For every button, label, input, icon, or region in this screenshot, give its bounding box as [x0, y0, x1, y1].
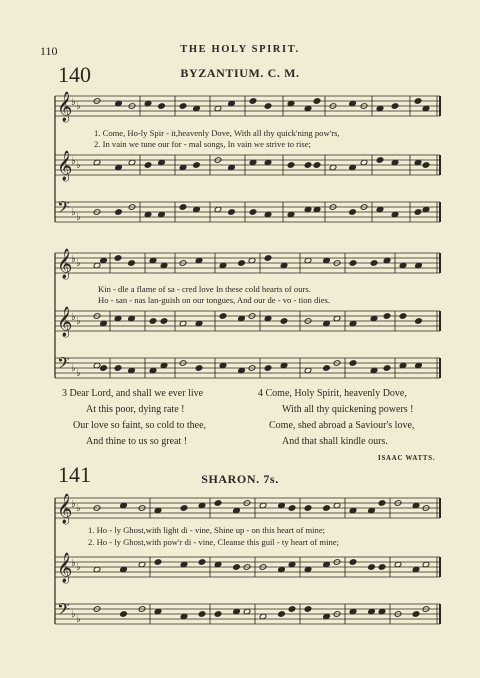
clef-symbol: ♭	[71, 97, 76, 108]
note-head	[323, 365, 331, 372]
clef-symbol: 𝄞	[57, 151, 73, 181]
hymn-140-tune: BYZANTIUM. C. M.	[180, 66, 300, 80]
note-head	[233, 564, 241, 571]
note-head	[149, 318, 157, 325]
note-head	[323, 505, 331, 512]
note-head	[198, 611, 206, 618]
verse-4-line-3: Come, shed abroad a Saviour's love,	[269, 420, 415, 431]
hymn-141-number: 141	[58, 462, 91, 487]
note-head	[304, 162, 312, 169]
note-head	[278, 611, 286, 618]
note-head	[288, 505, 296, 512]
note-head	[313, 162, 321, 169]
clef-symbol: ♭	[71, 156, 76, 167]
verse-4-line-2: With all thy quickening powers !	[282, 404, 414, 415]
note-head	[412, 611, 420, 618]
clef-symbol: ♭	[71, 207, 76, 218]
clef-symbol: ♭	[76, 316, 81, 327]
note-head	[349, 260, 357, 267]
note-head	[100, 365, 108, 372]
clef-symbol: 𝄢	[57, 197, 70, 221]
note-head	[370, 260, 378, 267]
note-head	[368, 564, 376, 571]
clef-symbol: ♭	[76, 101, 81, 112]
note-head	[249, 209, 257, 216]
note-head	[264, 255, 272, 262]
note-head	[378, 500, 386, 507]
hymn-140-lyric-line3: Kin - dle a flame of sa - cred love In these cold hearts of ours.	[98, 284, 311, 294]
page-number: 110	[40, 44, 58, 58]
clef-symbol: ♭	[71, 499, 76, 510]
clef-symbol: 𝄞	[57, 249, 73, 279]
verse-3	[62, 386, 206, 450]
note-head	[144, 162, 152, 169]
note-head	[414, 98, 422, 105]
note-head	[391, 103, 399, 110]
hymn-141-tune: SHARON. 7s.	[201, 472, 279, 486]
clef-symbol: 𝄞	[57, 92, 73, 122]
note-head	[114, 365, 122, 372]
clef-symbol: ♭	[76, 258, 81, 269]
clef-symbol: 𝄞	[57, 307, 73, 337]
note-head	[378, 564, 386, 571]
clef-symbol: ♭	[76, 503, 81, 514]
note-head	[228, 209, 236, 216]
clef-symbol: ♭	[71, 363, 76, 374]
note-head	[415, 318, 423, 325]
note-head	[195, 365, 203, 372]
clef-symbol: 𝄞	[57, 494, 73, 524]
note-head	[158, 103, 166, 110]
note-head	[193, 162, 201, 169]
clef-symbol: 𝄞	[57, 553, 73, 583]
note-head	[238, 260, 246, 267]
note-head	[349, 559, 357, 566]
clef-symbol: ♭	[76, 368, 81, 379]
note-head	[160, 318, 168, 325]
note-head	[287, 162, 295, 169]
note-head	[349, 209, 357, 216]
note-head	[154, 559, 162, 566]
note-head	[280, 318, 288, 325]
note-head	[198, 559, 206, 566]
note-head	[304, 606, 312, 613]
clef-symbol: ♭	[71, 254, 76, 265]
hymn-140-lyric-line2: 2. In vain we tune our for - mal songs, In vain we strive to rise;	[94, 139, 311, 149]
verse-3-line-3: Our love so faint, so cold to thee,	[73, 420, 207, 431]
clef-symbol: ♭	[76, 614, 81, 625]
note-head	[313, 98, 321, 105]
clef-symbol: ♭	[71, 609, 76, 620]
note-head	[349, 360, 357, 367]
note-head	[214, 500, 222, 507]
note-head	[219, 313, 227, 320]
note-head	[179, 103, 187, 110]
author-credit: ISAAC WATTS.	[378, 455, 436, 462]
hymn-140-number: 140	[58, 62, 91, 87]
note-head	[383, 365, 391, 372]
note-head	[399, 313, 407, 320]
hymn-141-lyric-line1: 1. Ho - ly Ghost,with light di - vine, Shine up - on this heart of mine;	[88, 525, 326, 535]
verse-4-line-1: 4 Come, Holy Spirit, heavenly Dove,	[258, 388, 407, 399]
note-head	[120, 611, 128, 618]
note-head	[249, 98, 257, 105]
clef-symbol: ♭	[71, 312, 76, 323]
note-head	[383, 313, 391, 320]
verse-3-line-1: 3 Dear Lord, and shall we ever live	[62, 388, 204, 399]
verse-4	[258, 386, 414, 450]
running-title: THE HOLY SPIRIT.	[180, 44, 300, 55]
hymn-141-lyric-line2: 2. Ho - ly Ghost,with pow'r di - vine, Cleanse this guil - ty heart of mine;	[88, 537, 339, 547]
note-head	[115, 209, 123, 216]
clef-symbol: ♭	[76, 160, 81, 171]
clef-symbol: ♭	[76, 212, 81, 223]
note-head	[264, 365, 272, 372]
verse-3-line-4: And thine to us so great !	[86, 436, 188, 447]
clef-symbol: ♭	[76, 562, 81, 573]
note-head	[304, 505, 312, 512]
note-head	[264, 103, 272, 110]
hymn-140-lyric-line1: 1. Come, Ho-ly Spir - it,heavenly Dove, With all thy quick'ning pow'rs,	[94, 128, 340, 138]
note-head	[214, 611, 222, 618]
note-head	[179, 204, 187, 211]
verse-4-line-4: And that shall kindle ours.	[282, 436, 388, 447]
note-head	[128, 260, 136, 267]
note-head	[180, 505, 188, 512]
note-head	[376, 157, 384, 164]
clef-symbol: ♭	[71, 558, 76, 569]
note-head	[114, 255, 122, 262]
clef-symbol: 𝄢	[57, 353, 70, 377]
verse-3-line-2: At this poor, dying rate !	[86, 404, 185, 415]
hymn-140-lyric-line4: Ho - san - nas lan-guish on our tongues, And our de - vo - tion dies.	[98, 295, 330, 305]
note-head	[288, 606, 296, 613]
note-head	[422, 162, 430, 169]
note-head	[414, 209, 422, 216]
clef-symbol: 𝄢	[57, 599, 70, 623]
